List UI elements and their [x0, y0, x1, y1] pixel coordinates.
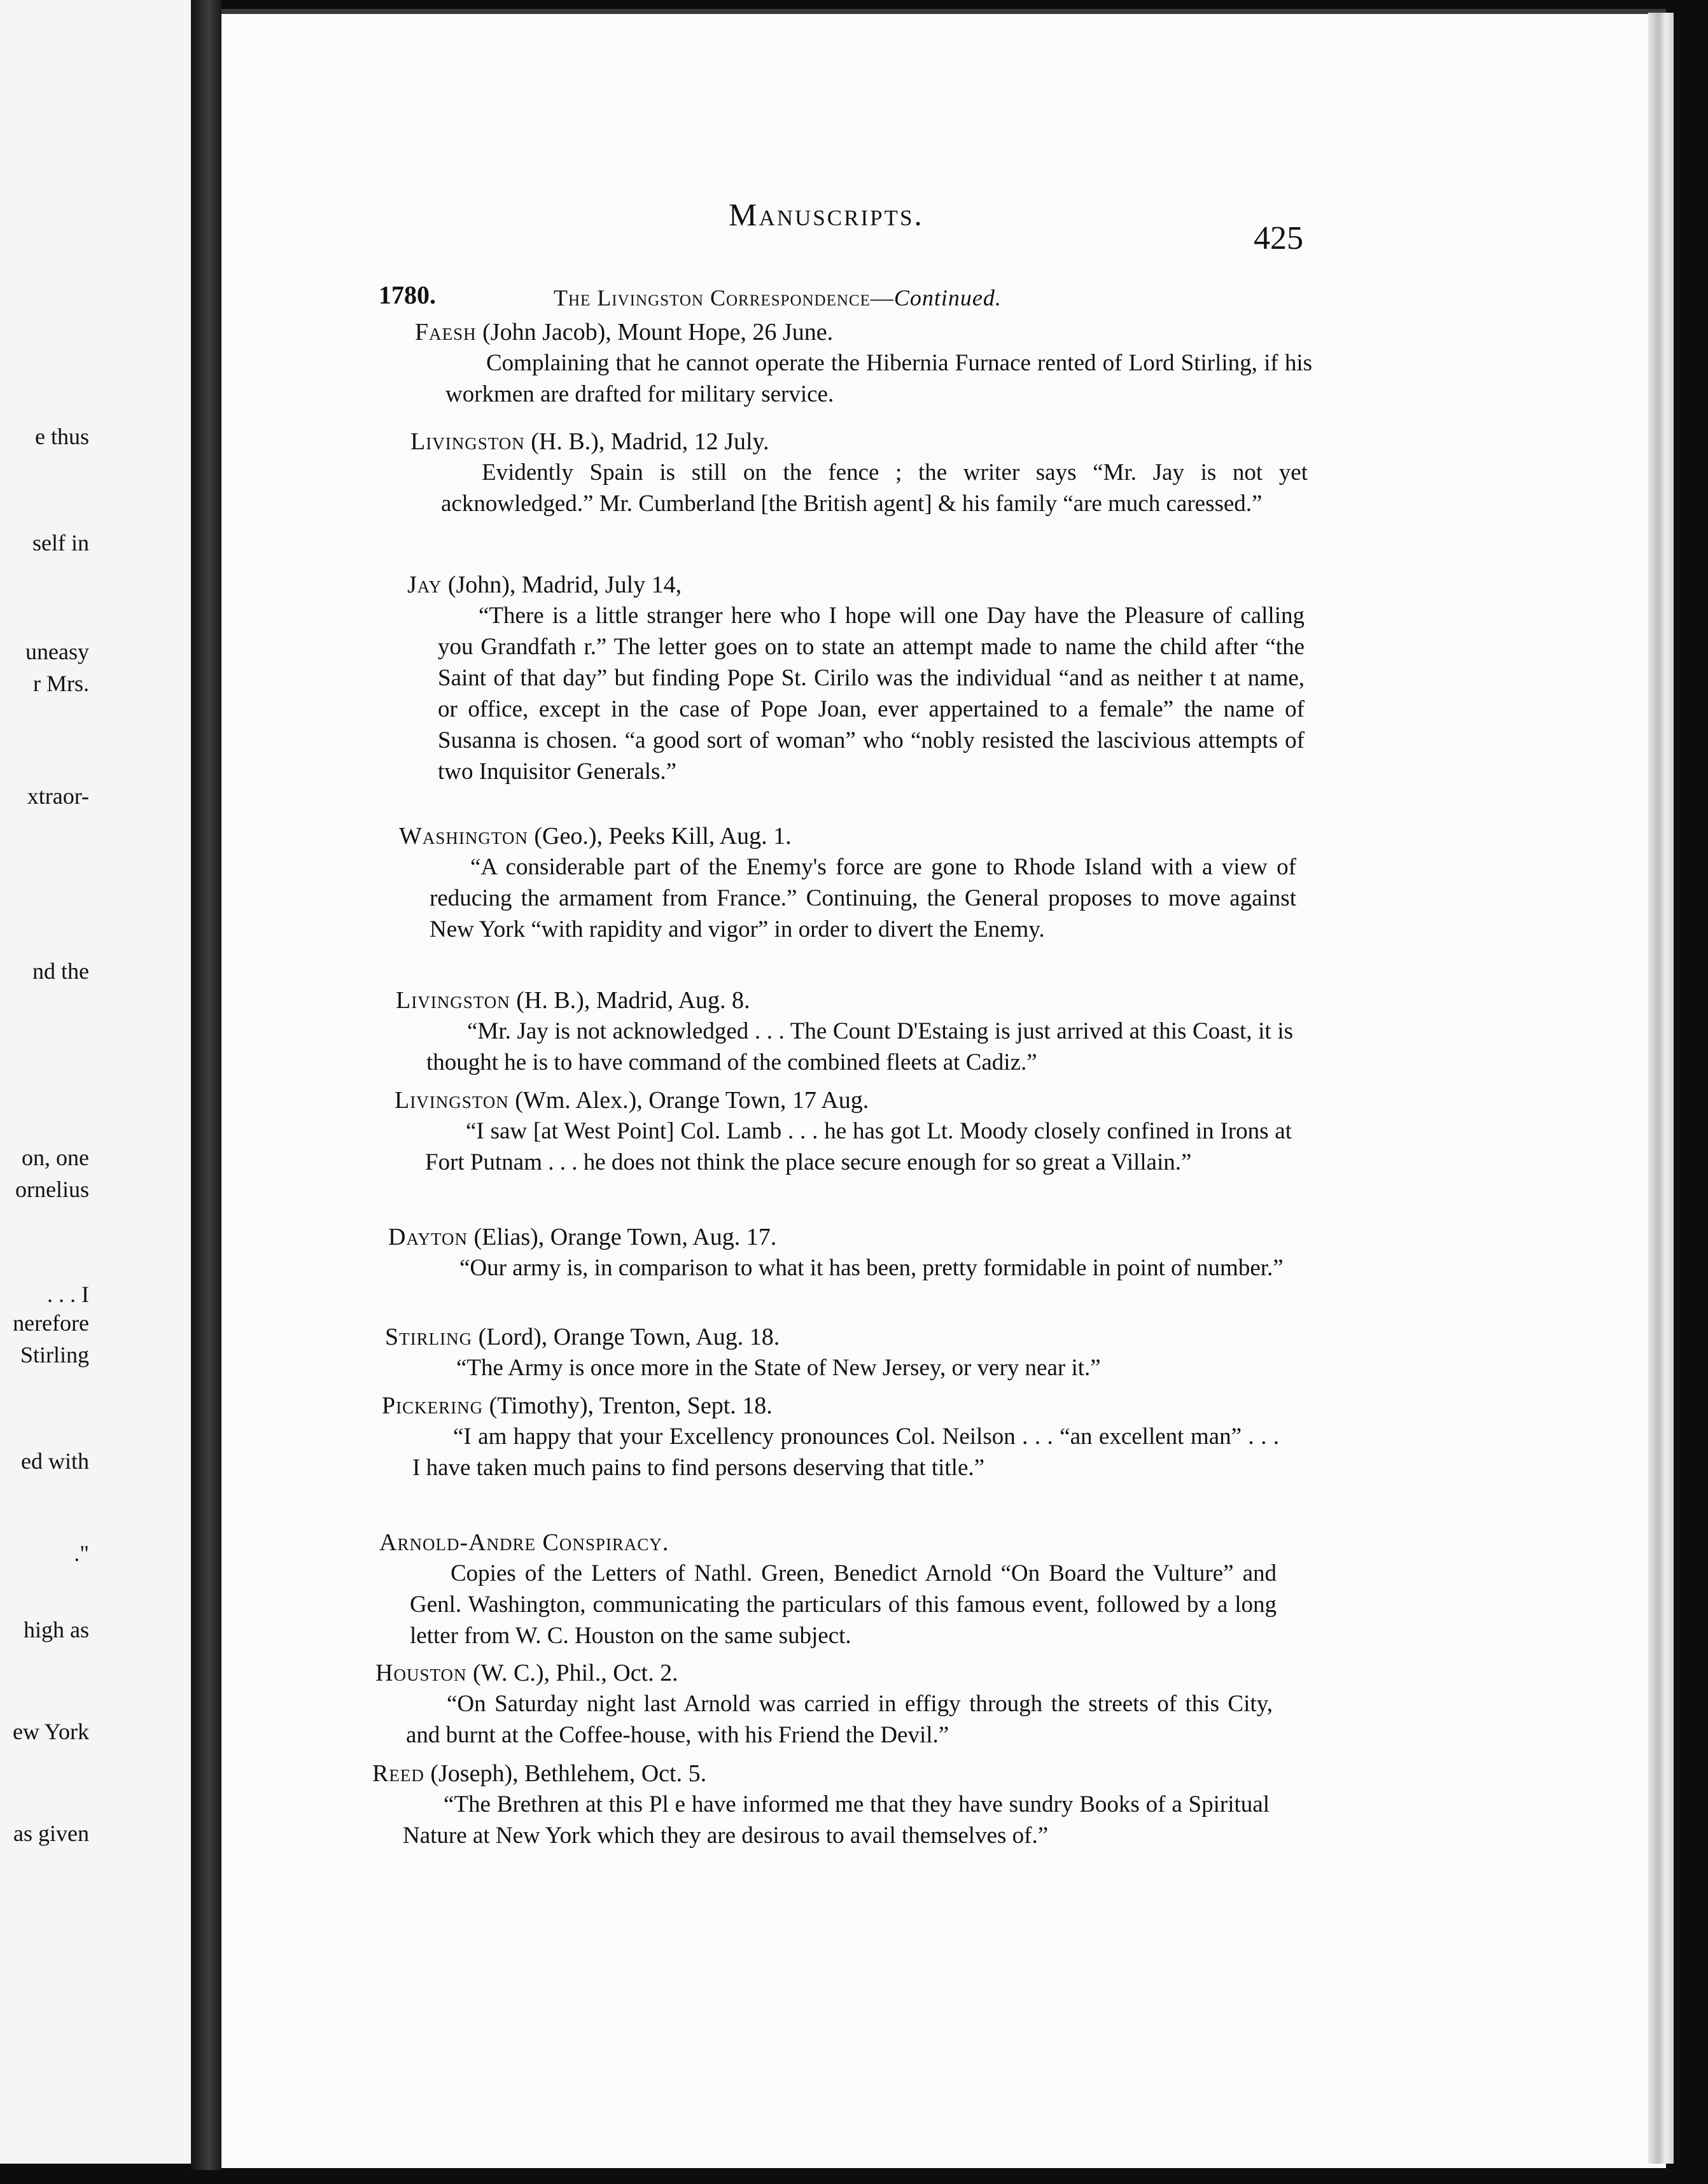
letter-entry: [396, 985, 1293, 1078]
section-title: [554, 284, 1002, 311]
entry-heading: [415, 317, 1312, 347]
entry-summary: “The Brethren at this Pl e have informed me that they have sundry Books of a Spiritual Nature at New York which they are desirous to avail themselves of.”: [403, 1791, 1270, 1849]
facing-page-line: nd the: [32, 958, 89, 984]
facing-page-line: high as: [24, 1617, 89, 1642]
entry-summary: “Mr. Jay is not acknowledged . . . The Count D'Estaing is just arrived at this Coast, it is thought he is to have command of the combined fleets at Cadiz.”: [426, 1018, 1293, 1075]
entry-summary: “I am happy that your Excellency pronounces Col. Neilson . . . “an excellent man” . . . I have taken much pains to find persons deserving that title.”: [412, 1424, 1279, 1481]
entry-heading: [396, 985, 1293, 1016]
entry-heading: [395, 1085, 1292, 1116]
entry-place-date: (Timothy), Trenton, Sept. 18.: [483, 1392, 773, 1419]
entry-place-date: (John Jacob), Mount Hope, 26 June.: [476, 319, 834, 346]
correspondent-name: Jay: [407, 571, 442, 598]
entry-place-date: (Lord), Orange Town, Aug. 18.: [472, 1324, 780, 1350]
book-gutter: [191, 0, 221, 2170]
letter-entry: [375, 1658, 1273, 1751]
entry-heading: [379, 1527, 1277, 1558]
entry-place-date: (H. B.), Madrid, 12 July.: [524, 428, 769, 455]
running-head: Manuscripts.: [729, 197, 924, 232]
entry-heading: [375, 1658, 1273, 1688]
facing-page-line: .": [74, 1541, 89, 1566]
letter-entry: [388, 1222, 1285, 1284]
letter-entry: [399, 821, 1296, 945]
entry-summary: “The Army is once more in the State of New Jersey, or very near it.”: [456, 1355, 1101, 1381]
entry-place-date: (Elias), Orange Town, Aug. 17.: [467, 1224, 777, 1250]
entry-summary: “A considerable part of the Enemy's force are gone to Rhode Island with a view of reducing the armament from France.” Continuing, the General proposes to move against New York “with rapidity and vigor” in order to divert the Enemy.: [430, 854, 1296, 942]
entry-heading: [388, 1222, 1285, 1252]
correspondent-name: Faesh: [415, 319, 477, 346]
facing-page-line: ew York: [12, 1719, 89, 1744]
letter-entry: [395, 1085, 1292, 1178]
entry-heading: [410, 426, 1308, 457]
page-number: 425: [1254, 220, 1303, 256]
correspondent-name: Livingston: [410, 428, 525, 455]
facing-page-line: . . . I: [47, 1282, 89, 1307]
facing-page-line: xtraor-: [27, 783, 89, 809]
entry-place-date: (W. C.), Phil., Oct. 2.: [466, 1660, 678, 1686]
entry-summary: “I saw [at West Point] Col. Lamb . . . he has got Lt. Moody closely confined in Irons at Fort Putnam . . . he does not think the place secure enough for so great a Villain.”: [425, 1118, 1292, 1175]
facing-page-line: e thus: [35, 424, 89, 449]
letter-entry: [372, 1758, 1270, 1851]
facing-page-line: ornelius: [15, 1177, 89, 1202]
entry-summary: Copies of the Letters of Nathl. Green, Benedict Arnold “On Board the Vulture” and Genl. Washington, communicating the particulars of this famous event, followed by a long letter from W. C. Houston on the same subject.: [410, 1560, 1277, 1649]
correspondent-name: Pickering: [382, 1392, 484, 1419]
correspondent-name: Houston: [375, 1660, 467, 1686]
letter-entry: [385, 1322, 1282, 1383]
entry-summary: “There is a little stranger here who I hope will one Day have the Pleasure of calling you Grandfath r.” The letter goes on to state an attempt made to name the child after “the Saint of that day” but finding Pope St. Cirilo was the individual “and as neither t at name, or office, except in the case of Pope Joan, ever appertained to a female” the name of Susanna is chosen. “a good sort of woman” who “nobly resisted the lascivious attempts of two Inquisitor Generals.”: [438, 603, 1305, 785]
correspondent-name: Arnold-Andre Conspiracy.: [379, 1529, 669, 1556]
letter-entry: [382, 1390, 1279, 1483]
facing-page-line: nerefore: [13, 1310, 89, 1336]
entry-summary: “Our army is, in comparison to what it has been, pretty formidable in point of number.”: [459, 1255, 1284, 1281]
facing-page-line: uneasy: [25, 639, 89, 664]
entry-heading: [385, 1322, 1282, 1352]
section-title-continued: Continued.: [893, 285, 1002, 311]
entry-heading: [382, 1390, 1279, 1421]
letter-entry: [415, 317, 1312, 410]
facing-page: [0, 0, 195, 2164]
entry-place-date: (John), Madrid, July 14,: [442, 571, 682, 598]
entry-heading: [372, 1758, 1270, 1789]
entry-heading: [407, 570, 1305, 600]
facing-page-line: on, one: [22, 1145, 89, 1170]
page-edge-stack: [1648, 13, 1674, 2164]
facing-page-line: ed with: [21, 1448, 89, 1474]
correspondent-name: Washington: [399, 823, 528, 850]
entry-place-date: (Wm. Alex.), Orange Town, 17 Aug.: [508, 1087, 869, 1114]
facing-page-line: as given: [13, 1821, 89, 1846]
entry-summary: Complaining that he cannot operate the Hibernia Furnace rented of Lord Stirling, if his workmen are drafted for military service.: [445, 350, 1312, 407]
facing-page-line: Stirling: [20, 1342, 89, 1368]
letter-entry: [410, 426, 1308, 519]
facing-page-line: r Mrs.: [33, 671, 89, 696]
entry-place-date: (Joseph), Bethlehem, Oct. 5.: [424, 1760, 707, 1787]
year-label: 1780.: [379, 281, 436, 309]
entry-place-date: (H. B.), Madrid, Aug. 8.: [510, 987, 750, 1014]
correspondent-name: Reed: [372, 1760, 424, 1787]
correspondent-name: Livingston: [396, 987, 510, 1014]
correspondent-name: Dayton: [388, 1224, 468, 1250]
entry-heading: [399, 821, 1296, 851]
correspondent-name: Livingston: [395, 1087, 509, 1114]
entry-summary: “On Saturday night last Arnold was carried in effigy through the streets of this City, and burnt at the Coffee-house, with his Friend the Devil.”: [406, 1691, 1273, 1748]
facing-page-line: self in: [32, 530, 89, 556]
correspondent-name: Stirling: [385, 1324, 473, 1350]
letter-entry: [379, 1527, 1277, 1651]
section-title-main: The Livingston Correspondence—: [554, 285, 894, 311]
entry-summary: Evidently Spain is still on the fence ; the writer says “Mr. Jay is not yet acknowledged.” Mr. Cumberland [the British agent] & his family “are much caressed.”: [441, 459, 1308, 517]
letter-entry: [407, 570, 1305, 787]
entry-place-date: (Geo.), Peeks Kill, Aug. 1.: [528, 823, 792, 850]
